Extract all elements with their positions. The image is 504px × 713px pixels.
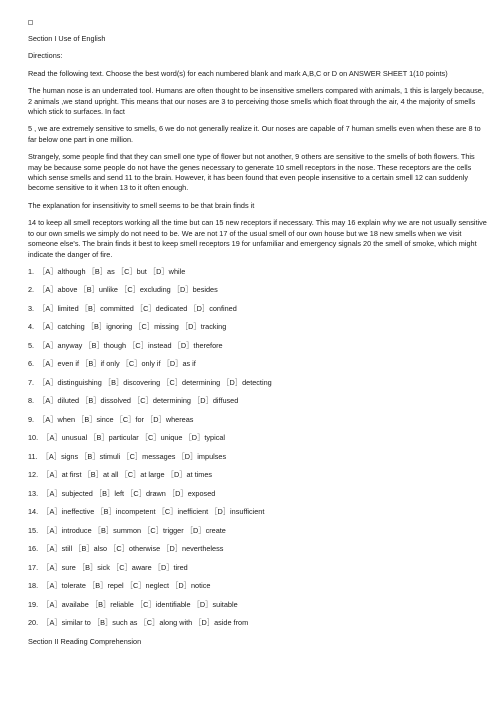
question-item: 12. ［A］at first ［B］at all ［C］at large ［D］at times (28, 470, 213, 480)
passage-paragraph: The explanation for insensitivity to smell seems to be that brain finds it (28, 200, 255, 210)
directions-heading: Directions: (28, 51, 63, 61)
question-item: 19. ［A］availabe ［B］reliable ［C］identifiable ［D］suitable (28, 599, 238, 609)
question-item: 16. ［A］still ［B］also ［C］otherwise ［D］nevertheless (28, 544, 224, 554)
question-item: 13. ［A］subjected ［B］left ［C］drawn ［D］exposed (28, 488, 216, 498)
passage-paragraph: The human nose is an underrated tool. Humans are often thought to be insensitive smellers compared with animals, 1 this is largely because, 2 animals ,we stand upright. This means that our noses are 3 to perceiving those smells which float through the air, 4 the majority of smells which stick to surfaces. In fact (28, 86, 484, 117)
question-item: 9. ［A］when ［B］since ［C］for ［D］whereas (28, 414, 194, 424)
question-item: 14. ［A］ineffective ［B］incompetent ［C］inefficient ［D］insufficient (28, 507, 265, 517)
question-item: 1. ［A］although ［B］as ［C］but ［D］while (28, 266, 186, 276)
section-title: Section II Reading Comprehension (28, 636, 142, 646)
question-item: 5. ［A］anyway ［B］though ［C］instead ［D］therefore (28, 340, 223, 350)
question-item: 3. ［A］limited ［B］committed ［C］dedicated ［D］confined (28, 303, 237, 313)
question-item: 8. ［A］diluted ［B］dissolved ［C］determining ［D］diffused (28, 396, 239, 406)
question-item: 10. ［A］unusual ［B］particular ［C］unique ［D］typical (28, 433, 226, 443)
section-title: Section I Use of English (28, 34, 106, 43)
question-item: 11. ［A］signs ［B］stimuli ［C］messages ［D］impulses (28, 451, 227, 461)
question-item: 20. ［A］similar to ［B］such as ［C］along with ［D］aside from (28, 618, 249, 628)
answer-options-list (28, 267, 488, 629)
passage-paragraph: Strangely, some people find that they can smell one type of flower but not another, 9 others are sensitive to the smells of both flowers. This may be because some people do not have the genes necessary to generate 10 smell receptors in the nose. These receptors are the cells which sense smells and send 11 to the brain. However, it has been found that even people insensitive to a certain smell 12 can suddenly become sensitive to it when 13 to it often enough. (28, 152, 475, 193)
question-item: 4. ［A］catching ［B］ignoring ［C］missing ［D］tracking (28, 322, 227, 332)
instructions: Read the following text. Choose the best word(s) for each numbered blank and mark A,B,C or D on ANSWER SHEET 1(10 points) (28, 68, 448, 78)
question-item: 6. ［A］even if ［B］if only ［C］only if ［D］as if (28, 359, 196, 369)
question-item: 15. ［A］introduce ［B］summon ［C］trigger ［D］create (28, 525, 226, 535)
page-marker-icon (28, 20, 33, 25)
passage-paragraph: 5 , we are extremely sensitive to smells, 6 we do not generally realize it. Our noses are capable of 7 human smells even when these are 8 to far below one part in one million. (28, 124, 481, 144)
question-item: 18. ［A］tolerate ［B］repel ［C］neglect ［D］notice (28, 581, 211, 591)
question-item: 2. ［A］above ［B］unlike ［C］excluding ［D］besides (28, 285, 218, 295)
passage-paragraph: 14 to keep all smell receptors working all the time but can 15 new receptors if necessary. This may 16 explain why we are not usually sensitive to our own smells we simply do not need to be. We are not 17 of the usual smell of our own house but we 18 new smells when we visit someone else's. The brain finds it best to keep smell receptors 19 for unfamiliar and emergency signals 20 the smell of smoke, which might indicate the danger of fire. (28, 218, 487, 259)
question-item: 7. ［A］distinguishing ［B］discovering ［C］determining ［D］detecting (28, 377, 272, 387)
question-item: 17. ［A］sure ［B］sick ［C］aware ［D］tired (28, 562, 188, 572)
